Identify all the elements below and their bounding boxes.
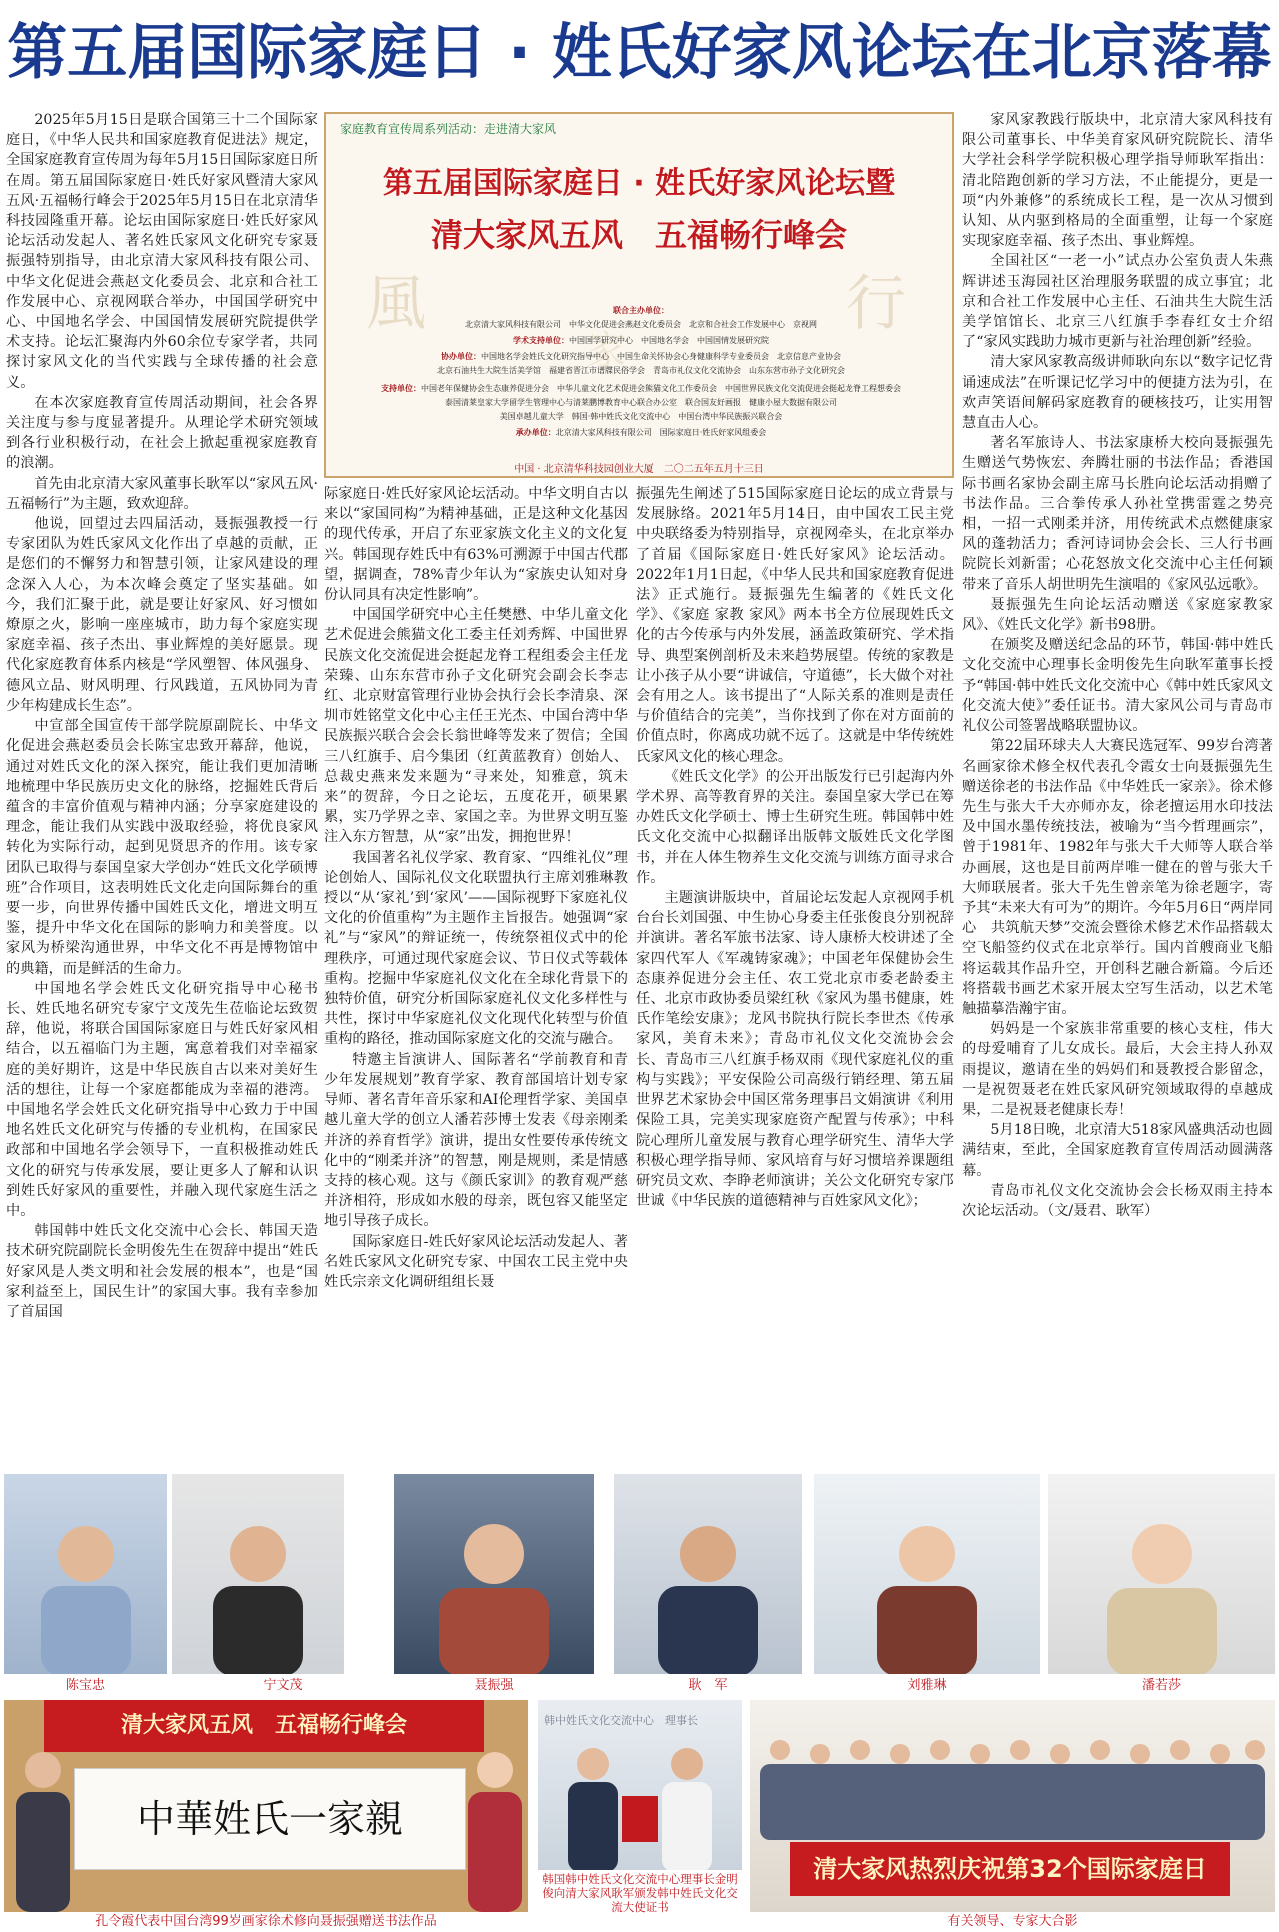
paragraph: 《姓氏文化学》的公开出版发行已引起海内外学术界、高等教育界的关注。泰国皇家大学已在筹办姓氏文化学硕士、博士生研究生班。韩国韩中姓氏文化交流中心拟翻译出版韩文版姓氏文化学图书，并在人体生物养生文化交流与训练方面寻求合作。 (636, 768, 954, 886)
poster-series: 家庭教育宣传周系列活动：走进清大家风 (340, 122, 557, 136)
award-backdrop: 韩中姓氏文化交流中心 理事长 (544, 1714, 698, 1727)
paragraph: 中国地名学会姓氏文化研究指导中心秘书长、姓氏地名研究专家宁文茂先生莅临论坛致贺辞，他说，将联合国国际家庭日与姓氏好家风相结合，以五福临门为主题，寓意着我们对幸福家庭的美好期许，这是中华民族自古以来对美好生活的想往，让每一个家庭都能成为幸福的港湾。中国地名学会姓氏文化研究指导中心致力于中国地名姓氏文化研究与传播的专业机构，在国家民政部和中国地名学会领导下，一直积极推动姓氏文化的研究与传承发展，要让更多人了解和认识到姓氏好家风的重要性，并融入现代家庭生活之中。 (6, 980, 318, 1219)
paragraph: 际家庭日·姓氏好家风论坛活动。中华文明自古以来以“家国同构”为精神基础，正是这种文化基因的现代传承，开启了东亚家族文化主义的文化复兴。韩国现存姓氏中有63%可溯源于中国古代郡望，据调查，78%青少年认为“家族史认知对身份认同具有决定性影响”。 (324, 486, 628, 604)
paragraph: 著名军旅诗人、书法家康桥大校向聂振强先生赠送气势恢宏、奔腾壮丽的书法作品；香港国际书画名家协会副主席马长胜向论坛活动捐赠了书法作品。三合拳传承人孙社堂携雷霆之势亮相，一招一式刚柔并济，用传统武术点燃健康家风的蓬勃活力；香河诗词协会会长、三人行书画院院长刘新雷；心花怒放文化交流中心主任何颖带来了音乐人胡世明先生演唱的《家风弘远歌》。 (962, 435, 1273, 593)
paragraph: 青岛市礼仪文化交流协会会长杨双雨主持本次论坛活动。（文/聂君、耿军） (962, 1182, 1273, 1219)
svg-text:家: 家 (586, 328, 626, 374)
paragraph: 5月18日晚，北京清大518家风盛典活动也圆满结束，至此，全国家庭教育宣传周活动圆满落幕。 (962, 1122, 1273, 1179)
poster-org-line: 协办单位：中国地名学会姓氏文化研究指导中心 中国生命关怀协会心身健康科学专业委员会 北京信息产业协会 (441, 352, 841, 361)
calligraphy-scroll (74, 1768, 466, 1870)
photo-calligraphy-presentation (4, 1700, 528, 1912)
award-figures (558, 1740, 722, 1870)
paragraph: 家风家教践行版块中，北京清大家风科技有限公司董事长、中华美育家风研究院院长、清华大学社会科学学院积极心理学指导师耿军指出：清北陪跑创新的学习方法，不止能提分，更是一项“内外兼修”的系统成长工程，是一次从习惯到认知、从内驱到格局的全面重塑，让每一个家庭实现家庭幸福、孩子杰出、事业辉煌。 (962, 112, 1273, 250)
caption-award: 韩国韩中姓氏文化交流中心理事长金明俊向清大家风耿军颁发韩中姓氏文化交流大使证书 (542, 1872, 738, 1914)
svg-text:風: 風 (366, 269, 426, 339)
photo-group (750, 1700, 1275, 1912)
paragraph: 特邀主旨演讲人、国际著名“学前教育和青少年发展规划”教育学家、教育部国培计划专家导师、著名青年音乐家和AI伦理哲学家、美国卓越儿童大学的创立人潘若莎博士发表《母亲刚柔并济的养育哲学》演讲，提出女性要传承传统文化中的“刚柔并济”的智慧，刚是规则，柔是情感支持的核心观。这与《颜氏家训》的教育观严慈并济相符，形成如水般的母亲，既包容又能坚定地引导孩子成长。 (324, 1051, 628, 1230)
paragraph: 全国社区“一老一小”试点办公室负责人朱燕辉讲述玉海园社区治理服务联盟的成立事宜；北京和合社工作发展中心主任、石油共生大院生活美学馆馆长、北京三八红旗手李春红女士介绍了“家风实践助力城市更新与社治理创新”经验。 (962, 253, 1273, 351)
paragraph: 韩国韩中姓氏文化交流中心会长、韩国天造技术研究院副院长金明俊先生在贺辞中提出“姓氏好家风是人类文明和社会发展的根本”，也是“国家利益至上，国民生计”的家国大事。我有幸参加了首届国 (6, 1223, 318, 1320)
event-poster (324, 112, 954, 478)
speaker-figure (26, 1504, 146, 1674)
paragraph: 我国著名礼仪学家、教育家、“四维礼仪”理论创始人、国际礼仪文化联盟执行主席刘雅琳教授以“从‘家礼’到‘家风’——国际视野下家庭礼仪文化的价值重构”为主题作主旨报告。她强调“家礼”与“家风”的辩证统一，传统祭祖仪式中的伦理秩序，可通过现代家庭会议、节日仪式等载体重构。挖掘中华家庭礼仪文化在全球化背景下的独特价值，研究分析国际家庭礼仪文化多样性与共性，探讨中华家庭礼仪文化现代化转型与价值重构的路径，推动国际家庭文化的交流与融合。 (324, 849, 628, 1048)
poster-org-line: 北京石油共生大院生活美学馆 福建省晋江市谱牒民俗学会 青岛市礼仪文化交流协会 山东东营市孙子文化研究会 (437, 366, 845, 375)
caption-speaker: 刘雅琳 (907, 1678, 947, 1693)
poster-title-line-1: 第五届国际家庭日 · 姓氏好家风论坛暨 (382, 166, 896, 201)
poster-location-date: 中国 · 北京清华科技园创业大厦 二〇二五年五月十三日 (514, 464, 764, 475)
poster-org-line: 美国卓越儿童大学 韩国·韩中姓氏文化交流中心 中国台湾中华民族振兴联合会 (499, 412, 783, 421)
caption-group: 有关领导、专家大合影 (947, 1914, 1078, 1929)
photo-speaker (394, 1474, 594, 1674)
paragraph: 主题演讲版块中，首届论坛发起人京视网手机台台长刘国强、中生协心身委主任张俊良分别祝辞并演讲。著名军旅书法家、诗人康桥大校讲述了全家四代军人《军魂铸家魂》；中国老年保健协会生态康养促进分会主任、农工党北京市委老龄委主任、北京市政协委员梁红秋《家风为墨书健康，姓氏作笔绘安康》；龙风书院执行院长李世杰《传承家风，美育未来》；青岛市礼仪文化交流协会会长、青岛市三八红旗手杨双雨《现代家庭礼仪的重构与实践》；平安保险公司高级行销经理、第五届世界艺术家协会中国区常务理事吕文娟演讲《利用保险工具，完美实现家庭资产配置与传承》；中科院心理所儿童发展与教育心理学研究生、清华大学积极心理学指导师、家风培育与好习惯培养课题组研究员文欢、李睁老师演讲；关公文化研究专家邝世诚《中华民族的道德精神与百姓家风文化》； (636, 890, 954, 1210)
paragraph: 2025年5月15日是联合国第三十二个国际家庭日，《中华人民共和国家庭教育促进法》规定，全国家庭教育宣传周为每年5月15日国际家庭日所在周。第五届国际家庭日·姓氏好家风暨清大家风五风·五福畅行峰会于2025年5月15日在北京清华科技园隆重开幕。论坛由国际家庭日·姓氏好家风论坛活动发起人、著名姓氏家风文化研究专家聂振强特别指导，由北京清大家风科技有限公司、中华文化促进会燕赵文化委员会、北京和合社工作发展中心、京视网联合举办，中国国学研究中心、中国地名学会、中国国情发展研究院提供学术支持。论坛汇聚海内外60余位专家学者，共同探讨家风文化的当代实践与全球传播的社会意义。 (6, 112, 318, 391)
stage-banner: 清大家风五风 五福畅行峰会 (44, 1700, 484, 1752)
poster-org-line: 支持单位：中国老年保健协会生态康养促进分会 中华儿童文化艺术促进会熊猫文化工作委员会 中国世界民族文化交流促进会挺起龙脊工程想委会 (381, 384, 901, 393)
caption-speaker: 耿 军 (688, 1678, 728, 1693)
poster-org-line: 承办单位：北京清大家风科技有限公司 国际家庭日·姓氏好家风组委会 (515, 428, 767, 437)
paragraph: 妈妈是一个家族非常重要的核心支柱，伟大的母爱哺育了儿女成长。最后，大会主持人孙双雨提议，邀请在坐的妈妈们和聂教授合影留念，一是祝贺聂老在姓氏家风研究领域取得的卓越成果，二是祝聂老健康长寿！ (962, 1021, 1273, 1118)
article-column-1 (6, 110, 318, 1470)
group-banner: 清大家风热烈庆祝第32个国际家庭日 (790, 1842, 1230, 1896)
paragraph: 首先由北京清大家风董事长耿军以“家风五风·五福畅行”为主题，致欢迎辞。 (6, 475, 318, 512)
photo-certificate-award (538, 1700, 742, 1870)
paragraph: 聂振强先生向论坛活动赠送《家庭家教家风》、《姓氏文化学》新书98册。 (962, 596, 1273, 634)
photo-speaker (614, 1474, 802, 1674)
paragraph: 第22届环球夫人大赛民选冠军、99岁台湾著名画家徐术修全权代表孔令霞女士向聂振强先生赠送徐老的书法作品《中华姓氏一家亲》。徐术修先生与张大千大亦师亦友，徐老擅运用水印技法及中国水墨传统技法，被喻为“当今哲理画宗”，曾于1981年、1982年与张大千大师等人联合举办画展，这也是目前两岸唯一健在的曾与张大千大师联展者。张大千先生曾亲笔为徐老题字，寄予其“未来大有可为”的期许。今年5月6日“两岸同心 共筑航天梦”交流会暨徐术修艺术作品搭载太空飞船签约仪式在北京举行。国内首艘商业飞船将运载其作品升空，开创科艺融合新篇。今后还将搭载书画艺术家开展太空写生活动，以艺术笔触描摹浩瀚宇宙。 (962, 738, 1273, 1017)
paragraph: 国际家庭日-姓氏好家风论坛活动发起人、著名姓氏家风文化研究专家、中国农工民主党中央姓氏宗亲文化调研组组长聂 (324, 1233, 628, 1290)
caption-speaker: 宁文茂 (263, 1678, 303, 1693)
article-column-4 (962, 110, 1273, 1470)
presenter-figure (462, 1740, 528, 1912)
poster-org-line: 联合主办单位： (613, 306, 669, 315)
paragraph: 清大家风家教高级讲师耿向东以“数字记忆背诵速成法”在听课记忆学习中的便捷方法为引，在欢声笑语间解码家庭教育的硬核技巧，让实用智慧直击人心。 (962, 354, 1273, 432)
photo-speaker (1048, 1474, 1275, 1674)
caption-calligraphy: 孔令霞代表中国台湾99岁画家徐术修向聂振强赠送书法作品 (95, 1914, 437, 1929)
photo-speaker (172, 1474, 344, 1674)
paragraph: 在本次家庭教育宣传周活动期间，社会各界关注度与参与度显著提升。从理论学术研究领域到各行业积极行动，在社会上掀起重视家庭教育的浪潮。 (6, 394, 318, 472)
article-column-3 (636, 484, 954, 1470)
paragraph: 中国国学研究中心主任樊懋、中华儿童文化艺术促进会熊猫文化工委主任刘秀辉、中国世界民族文化交流促进会挺起龙脊工程组委会主任龙荣臻、山东东营市孙子文化研究会副会长李志红、北京财富管理行业协会执行会长李清泉、深圳市姓铭堂文化中心主任王光杰、中国台湾中华民族振兴联合会会长翁世峰等发来了贺信；全国三八红旗手、启今集团（红黄蓝教育）创始人、总裁史燕来发来题为“寻来处，知雅意，筑未来”的贺辞，今日之论坛，五度花开，硕果累累，实乃学界之幸、家国之幸。为世界文明互鉴注入东方智慧，从“家”出发，拥抱世界！ (324, 607, 628, 846)
poster-title-line-2: 清大家风五风 五福畅行峰会 (430, 216, 847, 254)
group-people (750, 1720, 1275, 1840)
article-column-2 (324, 484, 628, 1470)
photo-speaker (4, 1474, 167, 1674)
caption-speaker: 聂振强 (474, 1678, 514, 1693)
caption-speaker: 陈宝忠 (65, 1678, 105, 1693)
calligraphy-text: 中華姓氏一家親 (136, 1797, 403, 1841)
paragraph: 在颁奖及赠送纪念品的环节，韩国·韩中姓氏文化交流中心理事长金明俊先生向耿军董事长授予“韩国·韩中姓氏文化交流中心《韩中姓氏家风文化交流大使》”委任证书。清大家风公司与青岛市礼仪公司签署战略联盟协议。 (962, 637, 1273, 735)
paragraph: 振强先生阐述了515国际家庭日论坛的成立背景与发展脉络。2021年5月14日，由中国农工民主党中央联络委为特别指导，京视网牵头，在北京举办了首届《国际家庭日·姓氏好家风》论坛活动。2022年1月1日起，《中华人民共和国家庭教育促进法》正式施行。聂振强先生编著的《姓氏文化学》、《家庭 家教 家风》两本书全方位展现姓氏文化的古今传承与内外发展，涵盖政策研究、学术指导、典型案例剖析及未来趋势展望。传统的家教是让小孩子从小要“讲诚信，守道德”，长大做个对社会有用之人。该书提出了“人际关系的准则是责任与价值结合的完美”，当你找到了你在对方面前的价值点时，你离成功就不远了。这就是中华传统姓氏家风文化的核心理念。 (636, 486, 954, 765)
caption-speaker: 潘若莎 (1141, 1678, 1181, 1693)
headline: 第五届国际家庭日 · 姓氏好家风论坛在北京落幕 (7, 18, 1272, 88)
svg-text:行: 行 (846, 269, 906, 339)
paragraph: 中宣部全国宣传干部学院原副院长、中华文化促进会燕赵委员会长陈宝忠致开幕辞，他说，通过对姓氏文化的深入探究，能让我们更加清晰地梳理中华民族历史文化的脉络，挖掘姓氏背后蕴含的丰富价值观与精神内涵；分享家庭建设的理念，能让我们从实践中汲取经验，将优良家风转化为实际行动，起到见贤思齐的作用。该专家团队已取得与泰国皇家大学创办“姓氏文化学硕博班”合作项目，这表明姓氏文化走向国际舞台的重要一步，向世界传播中国姓氏文化，增进文明互鉴，提升中华文化在国际的影响力和美誉度。以家风为桥梁沟通世界，中华文化不再是博物馆中的典籍，而是鲜活的生命力。 (6, 718, 318, 977)
poster-org-line: 学术支持单位：中国国学研究中心 中国地名学会 中国国情发展研究院 (513, 336, 769, 345)
presenter-figure (8, 1740, 78, 1912)
photo-speaker (814, 1474, 1040, 1674)
poster-org-line: 北京清大家风科技有限公司 中华文化促进会燕赵文化委员会 北京和合社会工作发展中心 京视网 (465, 320, 817, 329)
poster-org-line: 泰国清莱皇家大学留学生管理中心与清莱鹏博教育中心联合办公室 联合国友好画报 健康小屋大数据有限公司 (445, 398, 837, 407)
paragraph: 他说，回望过去四届活动，聂振强教授一行专家团队为姓氏家风文化作出了卓越的贡献，正是您们的不懈努力和智慧引领，让家风建设的理念深入人心，为本次峰会奠定了坚实基础。如今，我们汇聚于此，就是要让好家风、好习惯如燎原之火，影响一座座城市，助力每个家庭实现家庭幸福、孩子杰出、事业辉煌的美好愿景。现代化家庭教育体系内核是“学风塑智、体风强身、德风立品、财风明理、行风践道，五风协同为青少年构建成长生态”。 (6, 516, 318, 714)
